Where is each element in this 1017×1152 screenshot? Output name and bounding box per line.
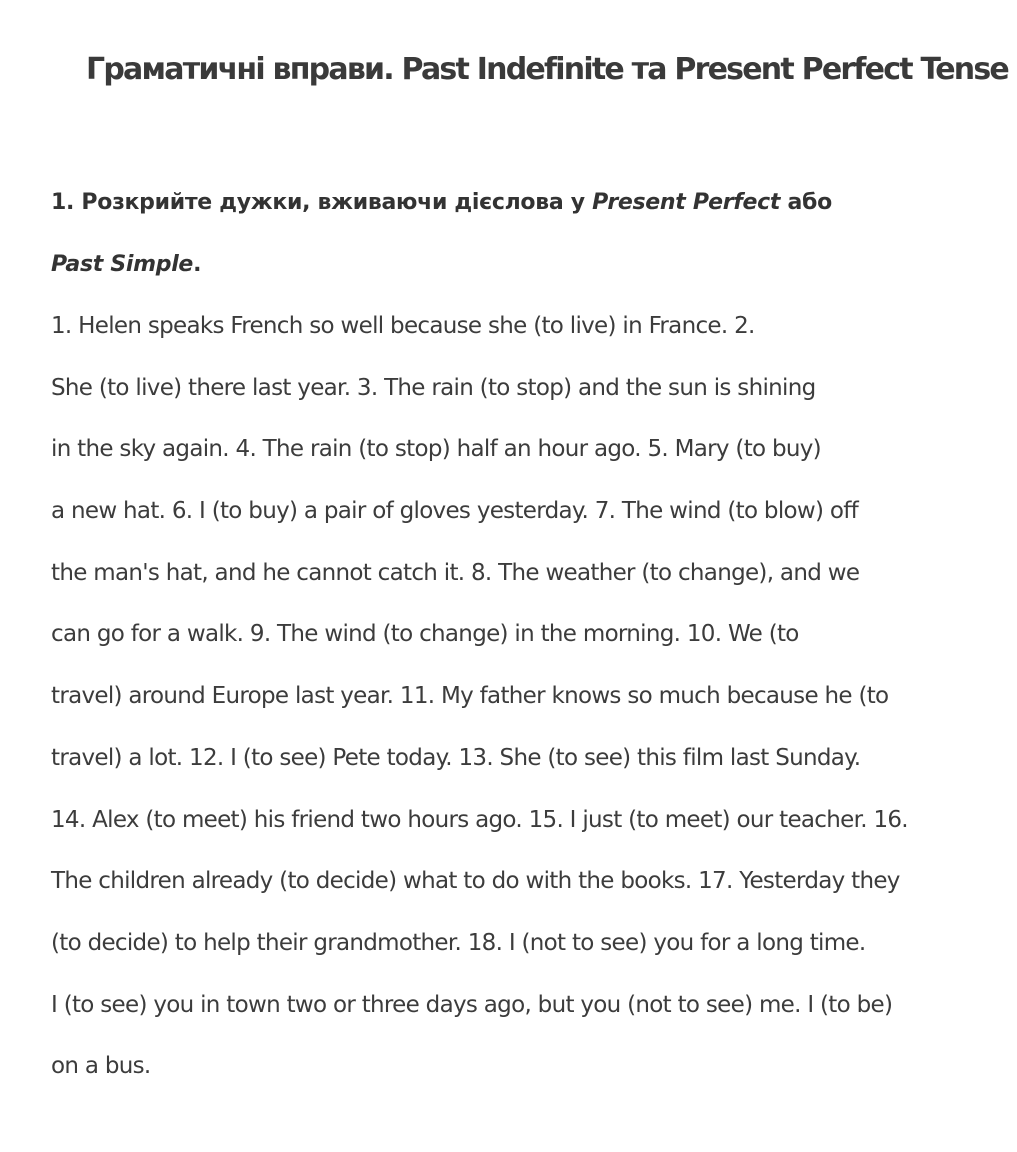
heading-text-part1: 1. Розкрийте дужки, вживаючи дієслова у <box>51 190 593 215</box>
exercise-line: 1. Helen speaks French so well because she (to live) in France. 2. <box>51 313 755 339</box>
exercise-line: (to decide) to help their grandmother. 18. I (not to see) you for a long time. <box>51 929 866 956</box>
exercise-line: the man's hat, and he cannot catch it. 8. The weather (to change), and we <box>51 559 860 586</box>
exercise-line: travel) around Europe last year. 11. My father knows so much because he (to <box>51 683 889 710</box>
exercise-line: She (to live) there last year. 3. The rain (to stop) and the sun is shining <box>51 374 816 401</box>
heading-italic-past-simple: Past Simple <box>51 252 194 277</box>
exercise-line: I (to see) you in town two or three days ago, but you (not to see) me. I (to be) <box>51 991 893 1018</box>
heading-period: . <box>193 252 202 277</box>
exercise-line: travel) a lot. 12. I (to see) Pete today. 13. She (to see) this film last Sunday. <box>51 744 861 771</box>
exercise-heading-line-1 <box>51 182 951 244</box>
exercise-line: a new hat. 6. I (to buy) a pair of gloves yesterday. 7. The wind (to blow) off <box>51 498 859 525</box>
exercise-line: can go for a walk. 9. The wind (to change) in the morning. 10. We (to <box>51 621 799 648</box>
exercise-line: on a bus. <box>51 1053 151 1080</box>
exercise-line: in the sky again. 4. The rain (to stop) half an hour ago. 5. Mary (to buy) <box>51 436 821 463</box>
heading-text-part2: або <box>780 190 832 215</box>
exercise-line: 14. Alex (to meet) his friend two hours ago. 15. I just (to meet) our teacher. 16. <box>51 806 908 833</box>
exercise-line: The children already (to decide) what to do with the books. 17. Yesterday they <box>51 868 900 895</box>
exercise-heading <box>51 182 951 306</box>
exercise-heading-line-2 <box>51 244 951 306</box>
page-title: Граматичні вправи. Past Indefinite та Present Perfect Tense <box>86 52 1008 87</box>
heading-italic-present-perfect: Present Perfect <box>592 190 781 215</box>
exercise-text <box>51 305 1011 1107</box>
